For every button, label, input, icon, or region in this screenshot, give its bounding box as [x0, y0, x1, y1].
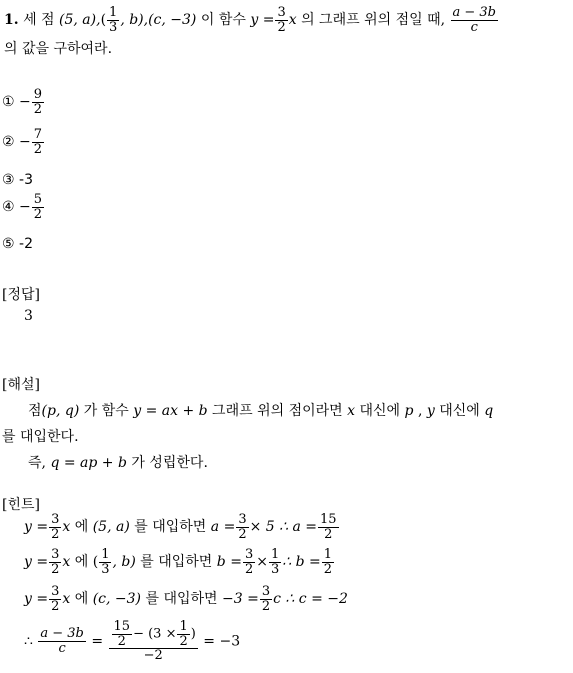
answer-value: 3 — [24, 308, 33, 324]
math: , b) — [112, 554, 136, 571]
compound-denominator: −2 — [143, 648, 163, 664]
fraction-denominator: 2 — [51, 598, 60, 614]
question-line-2: 의 값을 구하여라. — [4, 41, 113, 57]
option-3[interactable] — [2, 172, 33, 188]
question-line-1 — [4, 6, 499, 34]
fraction-numerator: 15 — [113, 619, 131, 634]
option-sign: − — [19, 134, 31, 151]
hint-fraction — [49, 548, 61, 576]
fraction-numerator: 3 — [261, 584, 271, 599]
fraction-numerator: 1 — [109, 5, 118, 20]
text: 를 대입하면 — [145, 591, 218, 608]
point-1: (5, a), — [59, 12, 101, 29]
option-sign: − — [19, 199, 31, 216]
option-4[interactable] — [2, 193, 45, 221]
option-mark: ① — [2, 94, 15, 111]
explanation-heading: [해설] — [2, 377, 40, 393]
target-expression — [451, 6, 499, 34]
fraction-numerator: 15 — [320, 512, 337, 527]
hint-fraction — [38, 627, 86, 655]
hint-fraction — [318, 513, 339, 541]
math: ( — [92, 554, 99, 571]
option-fraction — [32, 128, 44, 156]
fraction-numerator: 3 — [51, 512, 60, 527]
text: , — [417, 403, 423, 419]
math: y = — [24, 519, 49, 536]
math: ∴ b = — [282, 554, 321, 571]
text: 를 대입하면 — [140, 554, 213, 571]
option-mark: ② — [2, 134, 15, 151]
explanation-line-2: 를 대입한다. — [2, 429, 79, 445]
fraction-numerator: a − 3b — [40, 626, 84, 642]
fraction-denominator: 2 — [33, 141, 43, 157]
answer-heading: [정답] — [2, 287, 40, 303]
text: 그래프 위의 점이라면 — [212, 403, 343, 419]
fraction-numerator: 1 — [270, 547, 280, 562]
text: 가 성립한다. — [131, 455, 208, 471]
point-2-open: ( — [100, 12, 107, 29]
math: × 5 ∴ a = — [249, 519, 318, 536]
hint-fraction — [177, 620, 189, 648]
math: y = — [24, 591, 49, 608]
math: −3 = — [222, 591, 259, 608]
fraction-denominator: 2 — [179, 633, 188, 649]
fraction-denominator: 2 — [238, 526, 247, 542]
fraction-numerator: a − 3b — [452, 5, 497, 20]
text: 에 — [74, 519, 89, 536]
fraction-denominator: 2 — [324, 526, 333, 542]
hint-fraction — [236, 513, 248, 541]
math: q = ap + b — [50, 455, 127, 471]
math: x — [347, 403, 356, 419]
option-mark: ③ — [2, 172, 15, 188]
text: 를 대입하면 — [134, 519, 207, 536]
fraction-numerator: 3 — [51, 547, 60, 562]
hint-fraction — [112, 620, 133, 648]
fraction-denominator: 2 — [33, 101, 43, 117]
text: 에 — [74, 591, 89, 608]
math: x — [62, 554, 71, 571]
hint-row-4 — [24, 620, 240, 663]
explanation-line-1 — [28, 400, 493, 420]
math: (c, −3) — [92, 591, 142, 608]
math: x — [62, 519, 71, 536]
function-y: y = — [250, 12, 275, 29]
option-sign: − — [19, 94, 31, 111]
question-tail: 의 그래프 위의 점일 때, — [301, 12, 446, 29]
text: 즉, — [28, 455, 46, 471]
option-text: -3 — [19, 172, 33, 188]
fraction-denominator: c — [58, 640, 66, 656]
option-text: -2 — [19, 236, 33, 252]
fraction-denominator: c — [470, 19, 478, 35]
point-2-rest: , b), — [120, 12, 149, 29]
fraction-numerator: 5 — [33, 192, 43, 207]
question-intro: 세 점 — [23, 12, 55, 29]
option-1[interactable] — [2, 88, 45, 116]
fraction-numerator: 7 — [33, 127, 43, 142]
math: (p, q) — [41, 403, 80, 419]
option-fraction — [32, 88, 44, 116]
math: ) — [190, 626, 196, 642]
hint-heading: [힌트] — [2, 497, 40, 513]
fraction-denominator: 3 — [270, 561, 280, 577]
math: b = — [216, 554, 242, 571]
math: = — [91, 633, 104, 650]
hint-fraction — [99, 548, 111, 576]
math: (5, a) — [92, 519, 130, 536]
math: ∴ — [24, 633, 33, 650]
question-mid: 이 함수 — [200, 12, 246, 29]
option-mark: ⑤ — [2, 236, 15, 252]
option-fraction — [32, 193, 44, 221]
fraction-denominator: 3 — [101, 561, 110, 577]
hint-fraction — [49, 585, 61, 613]
point-2-fraction — [107, 6, 119, 34]
hint-fraction — [260, 585, 272, 613]
function-x: x — [288, 12, 297, 29]
hint-fraction — [49, 513, 61, 541]
compound-numerator — [109, 620, 198, 649]
fraction-denominator: 3 — [109, 19, 118, 35]
math: x — [62, 591, 71, 608]
math: y = — [24, 554, 49, 571]
math: y — [426, 403, 435, 419]
fraction-denominator: 2 — [261, 598, 271, 614]
math: q — [484, 403, 494, 419]
hint-fraction — [322, 548, 334, 576]
fraction-denominator: 2 — [51, 526, 60, 542]
math: = −3 — [203, 633, 241, 650]
fraction-numerator: 1 — [101, 547, 110, 562]
fraction-denominator: 2 — [33, 206, 43, 222]
math: c ∴ c = −2 — [273, 591, 348, 608]
question-number: 1. — [4, 12, 19, 29]
fraction-numerator: 3 — [238, 512, 247, 527]
hint-row-1 — [24, 513, 340, 541]
fraction-numerator: 3 — [277, 5, 286, 20]
function-coefficient — [275, 6, 287, 34]
text: 대신에 — [359, 403, 401, 419]
fraction-numerator: 1 — [179, 619, 188, 634]
option-5[interactable] — [2, 236, 33, 252]
hint-row-3 — [24, 585, 348, 613]
fraction-denominator: 2 — [277, 19, 286, 35]
fraction-denominator: 2 — [117, 633, 126, 649]
fraction-numerator: 3 — [51, 584, 60, 599]
text: 에 — [74, 554, 89, 571]
math: − (3 × — [133, 626, 177, 642]
option-2[interactable] — [2, 128, 45, 156]
math: y = ax + b — [133, 403, 208, 419]
hint-row-2 — [24, 548, 335, 576]
math: p — [404, 403, 414, 419]
hint-fraction — [269, 548, 281, 576]
hint-fraction — [243, 548, 255, 576]
fraction-numerator: 9 — [33, 87, 43, 102]
math: × — [256, 554, 268, 571]
fraction-denominator: 2 — [244, 561, 254, 577]
text: 대신에 — [439, 403, 480, 419]
fraction-denominator: 2 — [323, 561, 333, 577]
fraction-denominator: 2 — [51, 561, 60, 577]
option-mark: ④ — [2, 199, 15, 216]
fraction-numerator: 1 — [323, 547, 333, 562]
text: 가 함수 — [83, 403, 129, 419]
point-3: (c, −3) — [148, 12, 197, 29]
explanation-line-3 — [28, 452, 208, 472]
math: a = — [210, 519, 236, 536]
text: 점 — [28, 403, 42, 419]
fraction-numerator: 3 — [244, 547, 254, 562]
hint-compound-fraction — [109, 620, 198, 663]
